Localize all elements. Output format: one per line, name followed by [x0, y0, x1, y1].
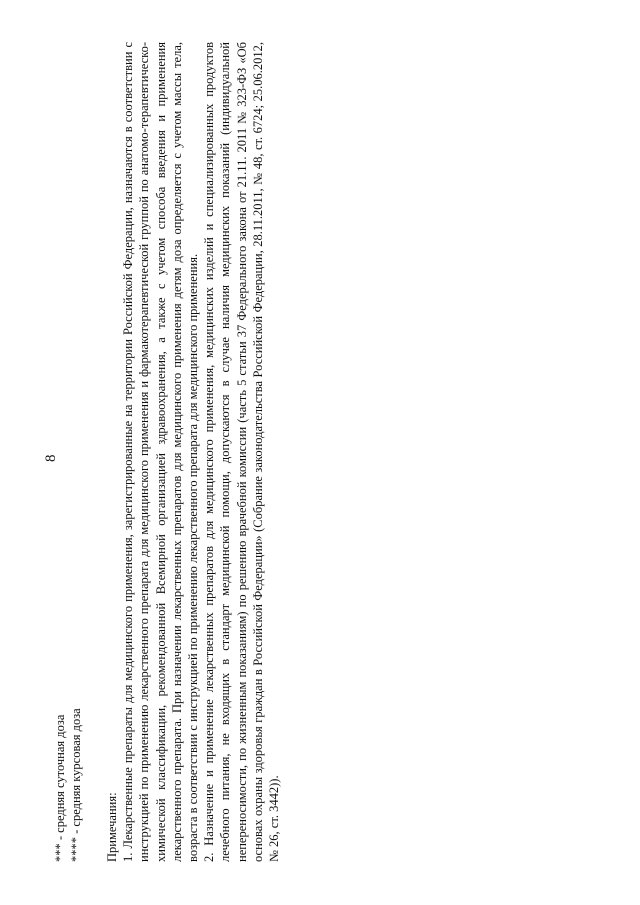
dose-legend: [52, 708, 84, 862]
rotated-document-page: [44, 42, 344, 862]
page-number: 8: [43, 454, 59, 462]
note-item-1: 1. Лекарственные препараты для медицинского применения, зарегистрированные на территории Российской Федерации, назначаются в соответствии с инструкцией по применению лекарственного препарата для медицинского применения и фармакотерапевтической группой по анатомо-терапевтическо-химической классификации, рекомендованной Всемирной организацией здравоохранения, а также с учетом способа введения и применения лекарственного препарата. При назначении лекарственных препаратов для медицинского применения детям доза определяется с учетом массы тела, возраста в соответствии с инструкцией по применению лекарственного препарата для медицинского применения.: [121, 42, 201, 862]
legend-course-dose: **** - средняя курсовая доза: [69, 708, 83, 862]
notes-title: Примечания:: [105, 792, 119, 862]
legend-daily-dose: *** - средняя суточная доза: [53, 714, 67, 862]
note-item-2: 2. Назначение и применение лекарственных препаратов для медицинского применения, медицинских изделий и специализированных продуктов лечебного питания, не входящих в стандарт медицинской помощи, допускаются в случае наличия медицинских показаний (индивидуальной непереносимости, по жизненным показаниям) по решению врачебной комиссии (часть 5 статьи 37 Федерального закона от 21.11. 2011 № 323-ФЗ «Об основах охраны здоровья граждан в Российской Федерации» (Собрание законодательства Российской Федерации, 28.11.2011, № 48, ст. 6724; 25.06.2012, № 26, ст. 3442)).: [202, 42, 282, 862]
notes-section: [104, 42, 282, 862]
